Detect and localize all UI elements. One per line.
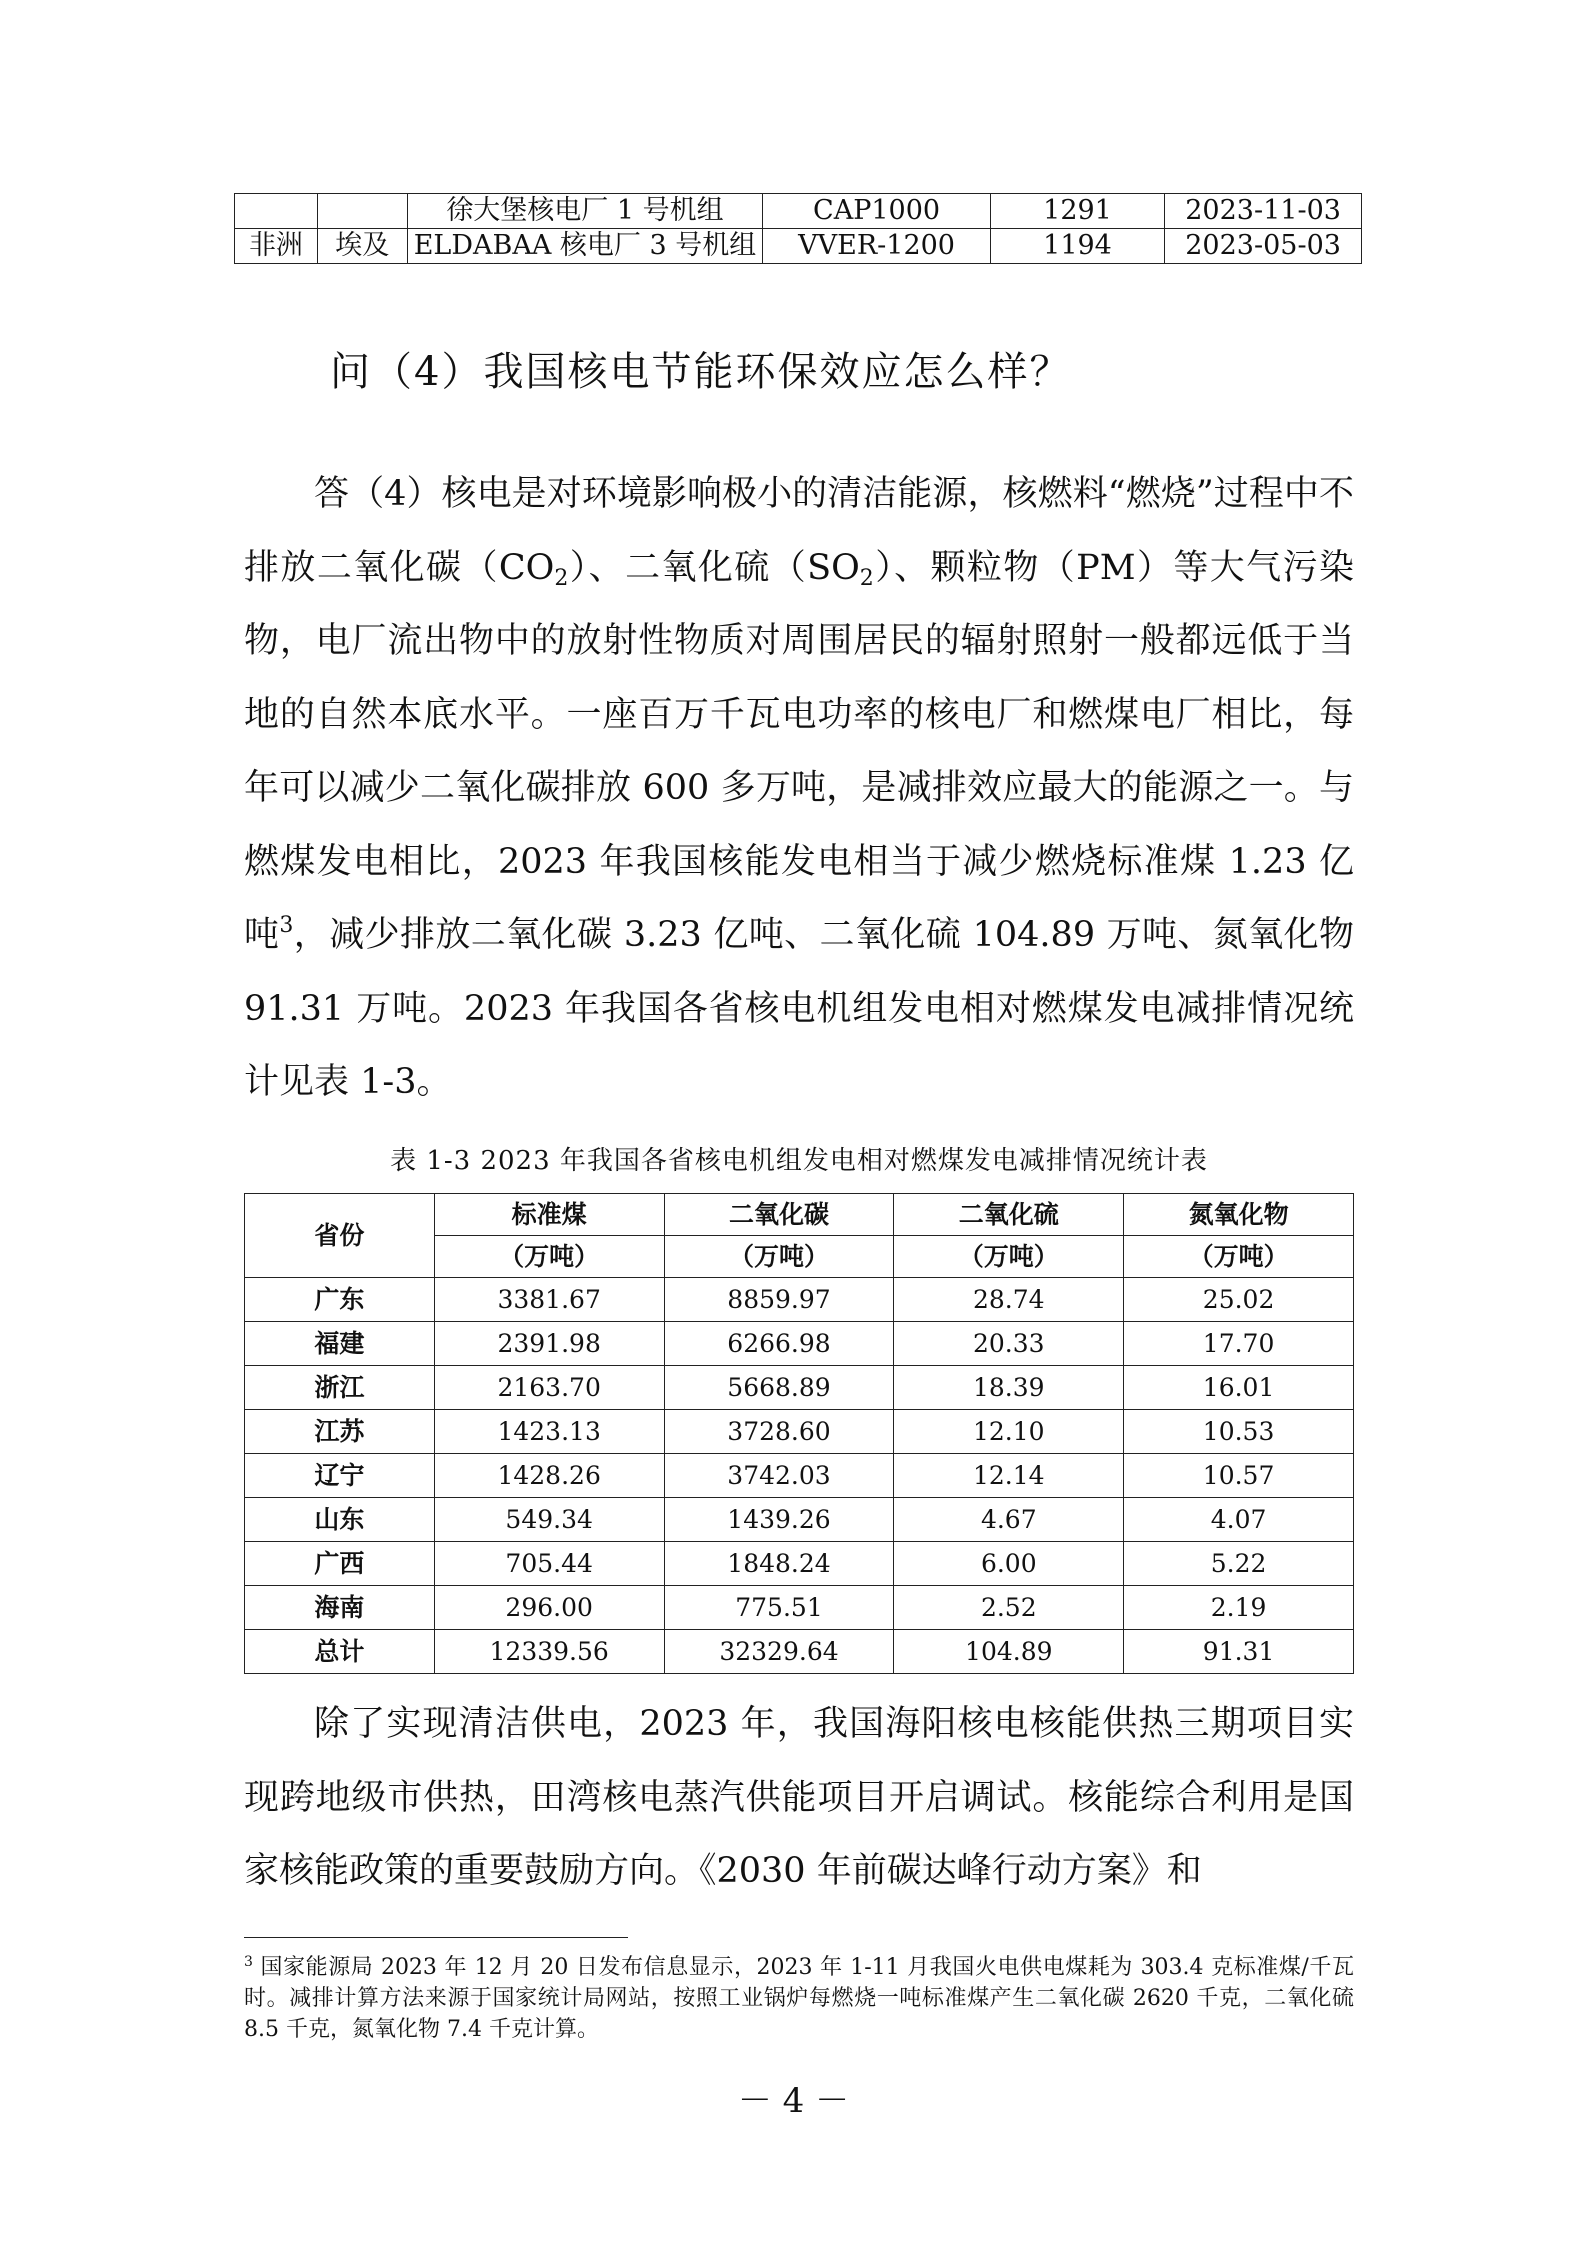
value-cell: 296.00 bbox=[434, 1586, 664, 1630]
value-cell: 2391.98 bbox=[434, 1322, 664, 1366]
footnote-text: 国家能源局 2023 年 12 月 20 日发布信息显示，2023 年 1-11 月我国火电供电煤耗为 303.4 克标准煤/千瓦时。减排计算方法来源于国家统计局网站，按照工业锅炉每燃烧一吨标准煤产生二氧化碳 2620 千克，二氧化硫 8.5 千克，氮氧化物 7.4 千克计算。 bbox=[244, 1955, 1354, 2042]
answer-text-part: ）、颗粒物（PM）等大气污染物，电厂流出物中的放射性物质对周围居民的辐射照射一般都远低于当地的自然本底水平。一座百万千瓦电功率的核电厂和燃煤电厂相比，每年可以减少二氧化碳排放 600 多万吨，是减排效应最大的能源之一。与燃煤发电相比，2023 年我国核能发电相当于减少燃烧标准煤 1.23 亿吨 bbox=[244, 547, 1355, 955]
table-cell: 2023-11-03 bbox=[1165, 194, 1362, 229]
value-cell: 32329.64 bbox=[664, 1630, 894, 1674]
value-cell: 2.19 bbox=[1124, 1586, 1354, 1630]
answer-text bbox=[244, 458, 1354, 1120]
body-paragraph bbox=[244, 1688, 1354, 1909]
table-cell: 埃及 bbox=[317, 229, 407, 264]
province-cell: 辽宁 bbox=[245, 1454, 435, 1498]
value-cell: 104.89 bbox=[894, 1630, 1124, 1674]
table-cell: 1291 bbox=[990, 194, 1164, 229]
table-cell: ELDABAA 核电厂 3 号机组 bbox=[407, 229, 763, 264]
province-cell: 海南 bbox=[245, 1586, 435, 1630]
value-cell: 3742.03 bbox=[664, 1454, 894, 1498]
value-cell: 28.74 bbox=[894, 1278, 1124, 1322]
value-cell: 91.31 bbox=[1124, 1630, 1354, 1674]
table-body bbox=[245, 1278, 1354, 1674]
table-row bbox=[245, 1586, 1354, 1630]
table-header-row bbox=[245, 1194, 1354, 1236]
value-cell: 12339.56 bbox=[434, 1630, 664, 1674]
province-cell: 总计 bbox=[245, 1630, 435, 1674]
column-unit: （万吨） bbox=[1124, 1236, 1354, 1278]
value-cell: 12.10 bbox=[894, 1410, 1124, 1454]
reactor-table-continuation bbox=[234, 193, 1362, 264]
column-unit: （万吨） bbox=[434, 1236, 664, 1278]
value-cell: 775.51 bbox=[664, 1586, 894, 1630]
table-cell: CAP1000 bbox=[763, 194, 991, 229]
column-header-province: 省份 bbox=[245, 1194, 435, 1278]
emissions-table bbox=[244, 1193, 1354, 1674]
answer-text-part: ，减少排放二氧化碳 3.23 亿吨、二氧化硫 104.89 万吨、氮氧化物 91.31 万吨。2023 年我国各省核电机组发电相对燃煤发电减排情况统计见表 1-3。 bbox=[244, 915, 1354, 1102]
table-cell bbox=[317, 194, 407, 229]
table-cell bbox=[235, 194, 318, 229]
value-cell: 549.34 bbox=[434, 1498, 664, 1542]
value-cell: 705.44 bbox=[434, 1542, 664, 1586]
table-row bbox=[245, 1366, 1354, 1410]
table-row bbox=[245, 1498, 1354, 1542]
table-row bbox=[235, 194, 1362, 229]
answer-text-part: 答（4）核电是对环境影响极小的清洁能源，核燃料“燃烧”过程中不排放二氧化碳（CO bbox=[244, 474, 1354, 588]
table-cell: 徐大堡核电厂 1 号机组 bbox=[407, 194, 763, 229]
page-number: － 4 － bbox=[737, 2081, 850, 2121]
value-cell: 6.00 bbox=[894, 1542, 1124, 1586]
value-cell: 10.53 bbox=[1124, 1410, 1354, 1454]
column-header: 二氧化硫 bbox=[894, 1194, 1124, 1236]
value-cell: 3381.67 bbox=[434, 1278, 664, 1322]
paragraph-text: 除了实现清洁供电，2023 年，我国海阳核电核能供热三期项目实现跨地级市供热，田湾核电蒸汽供能项目开启调试。核能综合利用是国家核能政策的重要鼓励方向。《2030 年前碳达峰行动方案》和 bbox=[244, 1704, 1354, 1891]
answer-paragraph bbox=[244, 458, 1354, 1120]
value-cell: 17.70 bbox=[1124, 1322, 1354, 1366]
table-row bbox=[245, 1322, 1354, 1366]
column-header: 氮氧化物 bbox=[1124, 1194, 1354, 1236]
column-header: 标准煤 bbox=[434, 1194, 664, 1236]
subscript: 2 bbox=[859, 565, 874, 591]
value-cell: 4.07 bbox=[1124, 1498, 1354, 1542]
value-cell: 2163.70 bbox=[434, 1366, 664, 1410]
value-cell: 1428.26 bbox=[434, 1454, 664, 1498]
value-cell: 18.39 bbox=[894, 1366, 1124, 1410]
table-cell: 1194 bbox=[990, 229, 1164, 264]
footnote-marker: 3 bbox=[244, 1954, 253, 1970]
footnote bbox=[244, 1952, 1354, 2045]
column-unit: （万吨） bbox=[664, 1236, 894, 1278]
value-cell: 5.22 bbox=[1124, 1542, 1354, 1586]
table-row bbox=[245, 1410, 1354, 1454]
value-cell: 2.52 bbox=[894, 1586, 1124, 1630]
province-cell: 山东 bbox=[245, 1498, 435, 1542]
province-cell: 广东 bbox=[245, 1278, 435, 1322]
value-cell: 1423.13 bbox=[434, 1410, 664, 1454]
table-row bbox=[235, 229, 1362, 264]
table-cell: 非洲 bbox=[235, 229, 318, 264]
value-cell: 1439.26 bbox=[664, 1498, 894, 1542]
province-cell: 福建 bbox=[245, 1322, 435, 1366]
value-cell: 6266.98 bbox=[664, 1322, 894, 1366]
column-unit: （万吨） bbox=[894, 1236, 1124, 1278]
table-row bbox=[245, 1542, 1354, 1586]
table-row bbox=[245, 1454, 1354, 1498]
answer-text-part: ）、二氧化硫（SO bbox=[568, 547, 860, 588]
value-cell: 1848.24 bbox=[664, 1542, 894, 1586]
value-cell: 20.33 bbox=[894, 1322, 1124, 1366]
table-cell: VVER-1200 bbox=[763, 229, 991, 264]
value-cell: 10.57 bbox=[1124, 1454, 1354, 1498]
subscript: 2 bbox=[554, 565, 569, 591]
footnote-divider bbox=[244, 1937, 628, 1938]
table-row bbox=[245, 1630, 1354, 1674]
value-cell: 5668.89 bbox=[664, 1366, 894, 1410]
value-cell: 4.67 bbox=[894, 1498, 1124, 1542]
question-heading: 问（4）我国核电节能环保效应怎么样？ bbox=[330, 349, 1072, 395]
value-cell: 12.14 bbox=[894, 1454, 1124, 1498]
table-caption: 表 1-3 2023 年我国各省核电机组发电相对燃煤发电减排情况统计表 bbox=[390, 1146, 1208, 1176]
province-cell: 浙江 bbox=[245, 1366, 435, 1410]
value-cell: 8859.97 bbox=[664, 1278, 894, 1322]
value-cell: 16.01 bbox=[1124, 1366, 1354, 1410]
value-cell: 3728.60 bbox=[664, 1410, 894, 1454]
province-cell: 江苏 bbox=[245, 1410, 435, 1454]
table-cell: 2023-05-03 bbox=[1165, 229, 1362, 264]
column-header: 二氧化碳 bbox=[664, 1194, 894, 1236]
table-row bbox=[245, 1278, 1354, 1322]
value-cell: 25.02 bbox=[1124, 1278, 1354, 1322]
province-cell: 广西 bbox=[245, 1542, 435, 1586]
footnote-reference[interactable]: 3 bbox=[279, 913, 294, 938]
